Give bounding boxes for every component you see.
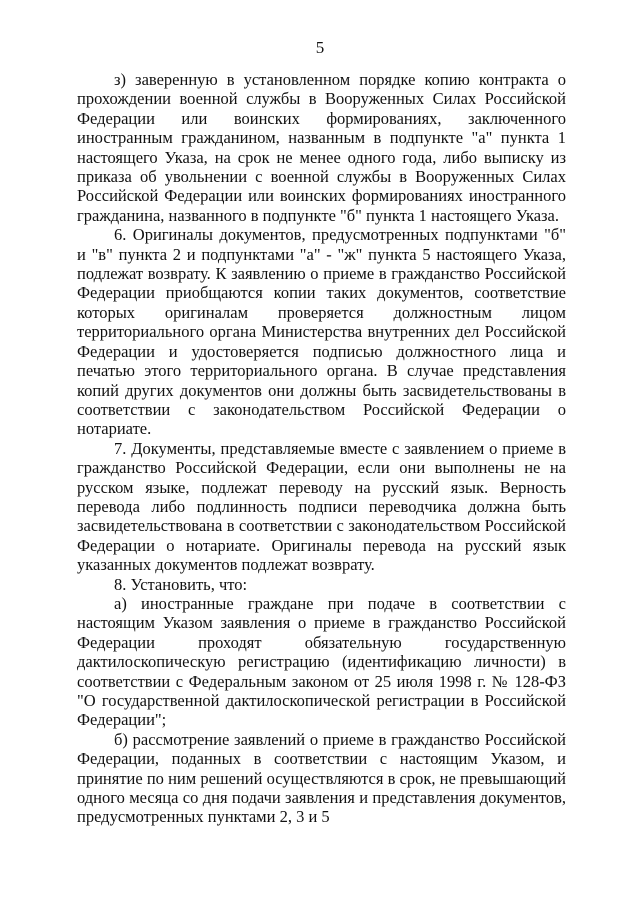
paragraph-8: 8. Установить, что: — [114, 574, 248, 594]
paragraph-8b: б) рассмотрение заявлений о приеме в гражданство Российской Федерации, поданных в соответствии с настоящим Указом, и принятие по ним решений осуществляются в срок, не превышающий одного месяца со дня подачи заявления и представления документов, предусмотренных пунктами 2, 3 и 5 — [77, 729, 566, 827]
paragraph-8a: а) иностранные граждане при подаче в соответствии с настоящим Указом заявления о приеме в гражданство Российской Федерации проходят обязательную государственную дактилоскопическую регистрацию (идентификацию личности) в соответствии с Федеральным законом от 25 июля 1998 г. № 128-ФЗ "О государственной дактилоскопической регистрации в Российской Федерации"; — [77, 593, 566, 730]
page-number: 5 — [315, 38, 325, 57]
paragraph-6: 6. Оригиналы документов, предусмотренных подпунктами "б" и "в" пункта 2 и подпунктами "а" - "ж" пункта 5 настоящего Указа, подлежат возврату. К заявлению о приеме в гражданство Российской Федерации приобщаются копии таких документов, соответствие которых оригиналам проверяется должностным лицом территориального органа Министерства внутренних дел Российской Федерации и удостоверяется подписью должностного лица и печатью этого территориального органа. В случае представления копий других документов они должны быть засвидетельствованы в соответствии с законодательством Российской Федерации о нотариате. — [77, 225, 566, 439]
document-body — [77, 70, 566, 827]
paragraph-7: 7. Документы, представляемые вместе с заявлением о приеме в гражданство Российской Федерации, если они выполнены не на русском языке, подлежат переводу на русский язык. Верность перевода либо подлинность подписи переводчика должна быть засвидетельствована в соответствии с законодательством Российской Федерации о нотариате. Оригиналы перевода на русский язык указанных документов подлежат возврату. — [77, 438, 566, 575]
paragraph-3z: з) заверенную в установленном порядке копию контракта о прохождении военной службы в Вооруженных Силах Российской Федерации или воинских формированиях, заключенного иностранным гражданином, названным в подпункте "а" пункта 1 настоящего Указа, на срок не менее одного года, либо выписку из приказа об увольнении с военной службы в Вооруженных Силах Российской Федерации или воинских формированиях иностранного гражданина, названного в подпункте "б" пункта 1 настоящего Указа. — [77, 70, 566, 225]
